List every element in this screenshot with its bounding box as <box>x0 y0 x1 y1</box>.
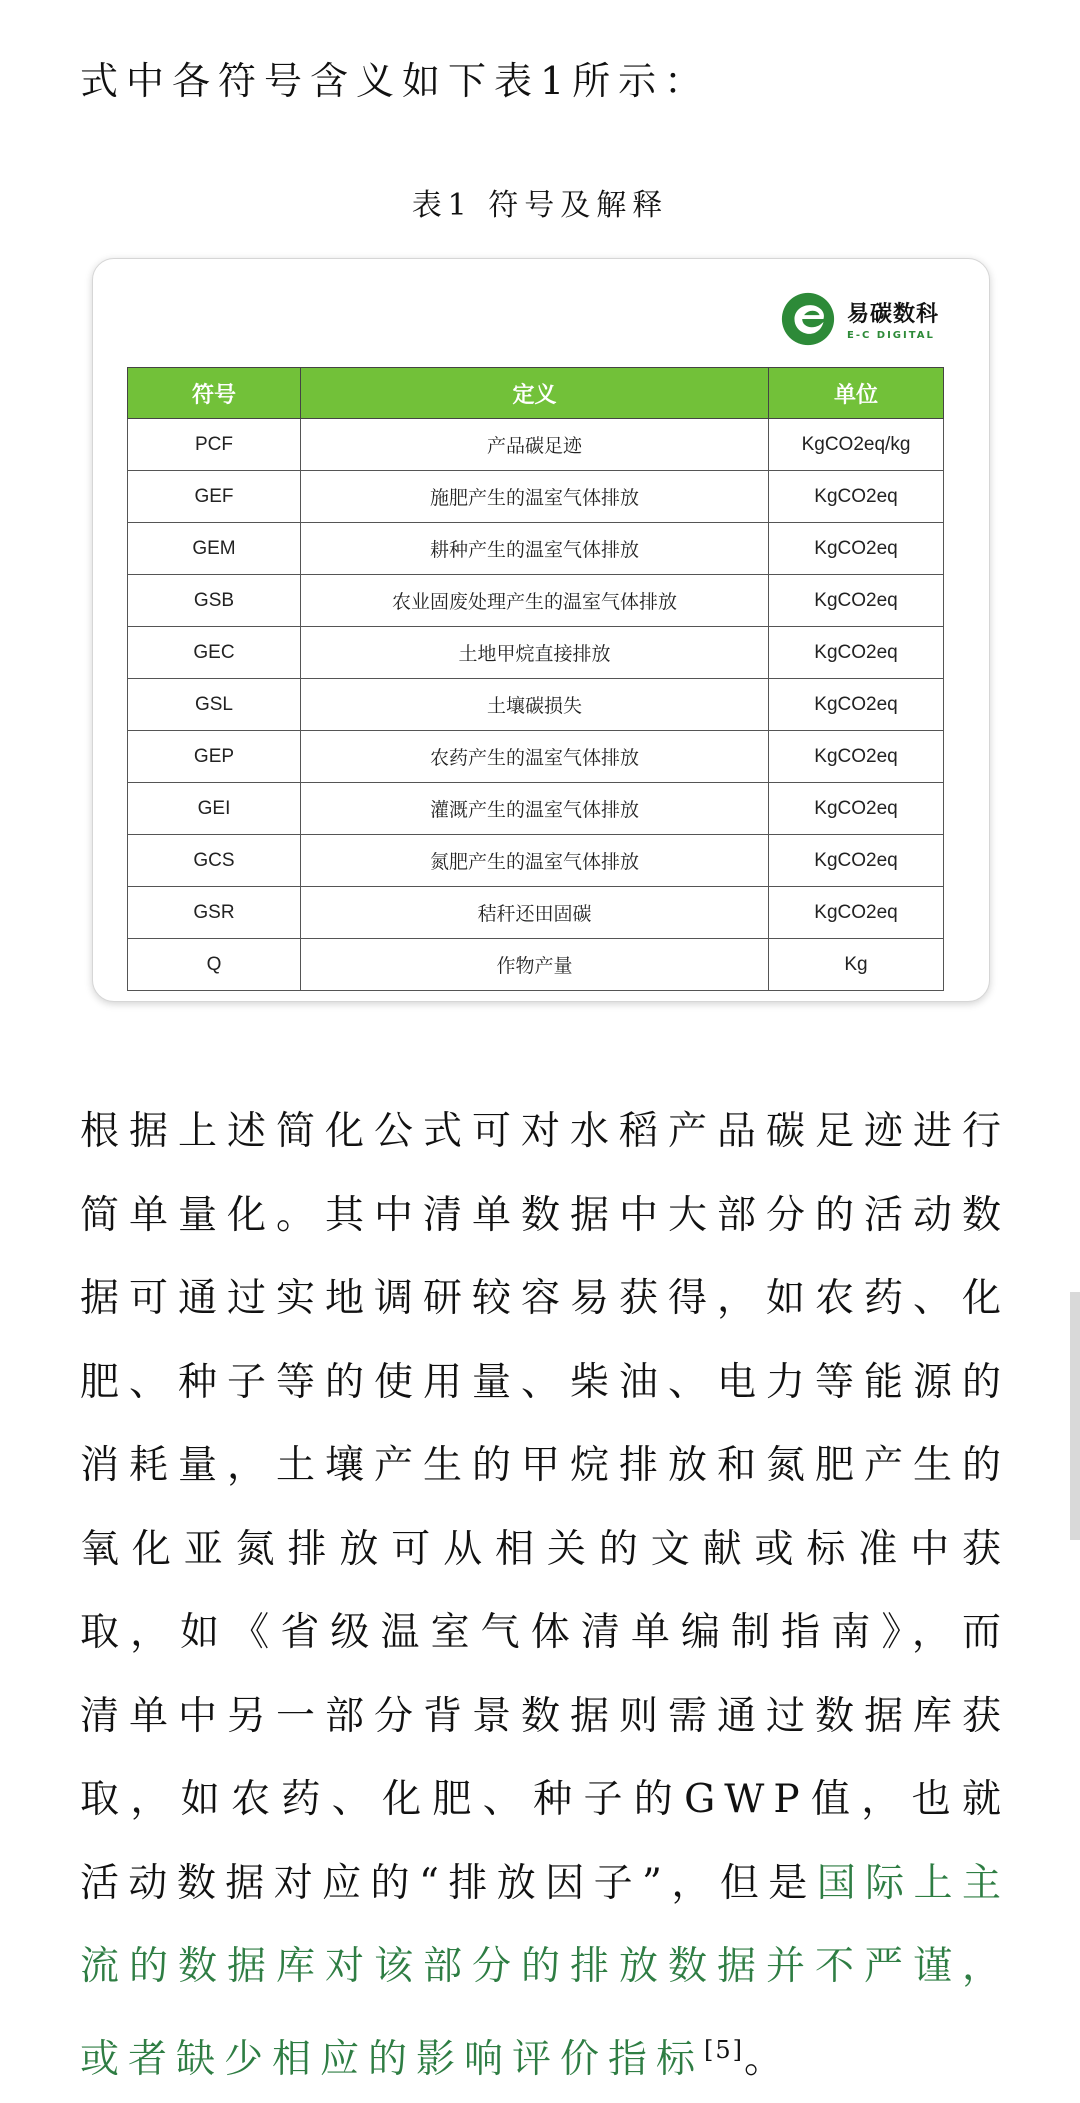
cell-symbol: GEM <box>128 523 301 575</box>
intro-text: 式中各符号含义如下表1所示： <box>80 59 711 103</box>
table-row <box>128 939 944 991</box>
cell-unit: KgCO2eq <box>768 627 943 679</box>
cell-definition: 产品碳足迹 <box>300 419 768 471</box>
cell-symbol: GCS <box>128 835 301 887</box>
body-paragraph <box>80 1090 1010 2101</box>
cell-symbol: GEC <box>128 627 301 679</box>
cell-symbol: PCF <box>128 419 301 471</box>
table-row <box>128 575 944 627</box>
cell-definition: 秸秆还田固碳 <box>300 887 768 939</box>
cell-unit: KgCO2eq <box>768 783 943 835</box>
table-row <box>128 835 944 887</box>
cell-definition: 土地甲烷直接排放 <box>300 627 768 679</box>
logo-name-en: E-C DIGITAL <box>846 330 935 341</box>
table-header-row <box>128 368 944 419</box>
cell-unit: KgCO2eq/kg <box>768 419 943 471</box>
cell-definition: 农业固废处理产生的温室气体排放 <box>300 575 768 627</box>
cell-unit: KgCO2eq <box>768 575 943 627</box>
table-row <box>128 419 944 471</box>
table-row <box>128 783 944 835</box>
cell-symbol: GSR <box>128 887 301 939</box>
table-row <box>128 731 944 783</box>
cell-definition: 农药产生的温室气体排放 <box>300 731 768 783</box>
cell-symbol: GEP <box>128 731 301 783</box>
cell-definition: 耕种产生的温室气体排放 <box>300 523 768 575</box>
cell-definition: 作物产量 <box>300 939 768 991</box>
cell-definition: 氮肥产生的温室气体排放 <box>300 835 768 887</box>
cell-definition: 灌溉产生的温室气体排放 <box>300 783 768 835</box>
logo-name-cn: 易碳数科 <box>846 302 939 327</box>
paragraph-highlight: 国际上主流的数据库对该部分的排放数据并不严谨，或者缺少相应的影响评价指标 <box>80 1860 1010 2082</box>
table-row <box>128 523 944 575</box>
table-row <box>128 471 944 523</box>
cell-symbol: GEF <box>128 471 301 523</box>
symbol-table <box>127 367 944 991</box>
company-logo <box>779 289 939 349</box>
paragraph-end: 。 <box>744 2036 793 2082</box>
paragraph-text: 根据上述简化公式可对水稻产品碳足迹进行简单量化。其中清单数据中大部分的活动数据可通过实地调研较容易获得，如农药、化肥、种子等的使用量、柴油、电力等能源的消耗量，土壤产生的甲烷排放和氮肥产生的氧化亚氮排放可从相关的文献或标准中获取，如《省级温室气体清单编制指南》，而清单中另一部分背景数据则需通过数据库获取，如农药、化肥、种子的GWP值，也就活动数据对应的“排放因子”，但是 <box>80 1109 1010 1906</box>
table-row <box>128 679 944 731</box>
cell-unit: KgCO2eq <box>768 679 943 731</box>
header-symbol: 符号 <box>128 368 301 419</box>
cell-unit: KgCO2eq <box>768 887 943 939</box>
cell-symbol: GSB <box>128 575 301 627</box>
cell-unit: KgCO2eq <box>768 471 943 523</box>
citation-reference[interactable]: [5] <box>704 2035 745 2064</box>
logo-leaf-icon <box>779 290 837 348</box>
cell-unit: KgCO2eq <box>768 523 943 575</box>
table-card <box>92 258 990 1002</box>
table-row <box>128 887 944 939</box>
header-unit: 单位 <box>768 368 943 419</box>
table-row <box>128 627 944 679</box>
cell-definition: 土壤碳损失 <box>300 679 768 731</box>
table-caption: 表1 符号及解释 <box>411 188 669 223</box>
header-definition: 定义 <box>300 368 768 419</box>
cell-symbol: GEI <box>128 783 301 835</box>
cell-definition: 施肥产生的温室气体排放 <box>300 471 768 523</box>
scrollbar-thumb[interactable] <box>1070 1292 1080 1540</box>
cell-unit: KgCO2eq <box>768 731 943 783</box>
cell-unit: KgCO2eq <box>768 835 943 887</box>
cell-unit: Kg <box>768 939 943 991</box>
cell-symbol: Q <box>128 939 301 991</box>
cell-symbol: GSL <box>128 679 301 731</box>
